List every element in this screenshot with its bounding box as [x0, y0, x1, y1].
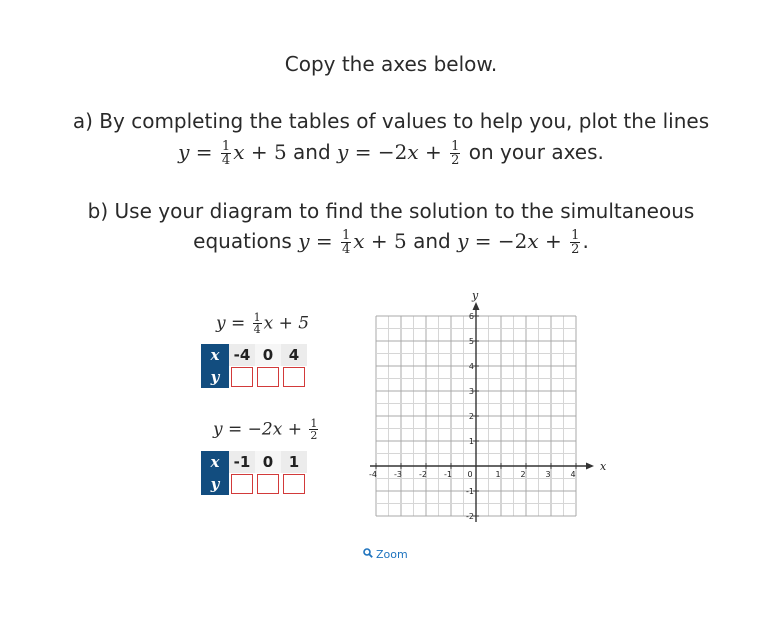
part-b-text: b) Use your diagram to find the solution to the simultaneous	[87, 199, 695, 223]
table1-y-header: y	[201, 366, 229, 388]
part-a-end: on your axes.	[468, 140, 604, 164]
instruction-text: Copy the axes below.	[284, 52, 498, 76]
table1-x-header: x	[201, 344, 229, 366]
x-tick-label: 3	[545, 470, 551, 479]
table2-y-cell[interactable]	[255, 473, 281, 495]
and-word: and	[413, 229, 451, 253]
table1-y-cell[interactable]	[255, 366, 281, 388]
y-tick-label: 1	[468, 437, 474, 446]
table1-y-row	[201, 366, 307, 388]
table1-y-cell[interactable]	[229, 366, 255, 388]
x-tick-label: -2	[419, 470, 427, 479]
table2	[201, 451, 307, 495]
table1-x-cell: -4	[229, 344, 255, 366]
answer-box[interactable]	[231, 474, 253, 494]
x-tick-label: -1	[444, 470, 452, 479]
answer-box[interactable]	[257, 474, 279, 494]
tick-labels	[369, 289, 607, 521]
axis-lines	[370, 302, 594, 522]
table2-x-row	[201, 451, 307, 473]
x-axis-label: x	[600, 460, 607, 473]
y-tick-label: 5	[468, 337, 474, 346]
y-tick-label: 6	[468, 312, 474, 321]
table2-x-cell: 1	[281, 451, 307, 473]
and-word: and	[293, 140, 331, 164]
part-b-start: equations	[193, 229, 292, 253]
table1-equation: y = $\frac{1}{4}$ x + 5	[216, 311, 310, 336]
answer-box[interactable]	[283, 474, 305, 494]
table2-x-header: x	[201, 451, 229, 473]
answer-box[interactable]	[257, 367, 279, 387]
magnifier-icon	[363, 548, 373, 561]
x-tick-label: 2	[520, 470, 526, 479]
table2-y-cell[interactable]	[281, 473, 307, 495]
x-axis-arrow	[586, 463, 594, 470]
part-b-equations: equations y = $\frac{1}{4}$ x + 5 and y = −2x + $\frac{1}{2}$ .	[193, 228, 589, 257]
table2-x-cell: -1	[229, 451, 255, 473]
x-tick-label: -3	[394, 470, 402, 479]
y-tick-label: -2	[466, 512, 474, 521]
y-axis-arrow	[473, 302, 480, 310]
zoom-link[interactable]	[363, 548, 408, 561]
part-a-text: a) By completing the tables of values to help you, plot the lines	[72, 109, 710, 133]
y-tick-label: 4	[468, 362, 474, 371]
answer-box[interactable]	[231, 367, 253, 387]
grid	[376, 316, 576, 516]
table2-y-header: y	[201, 473, 229, 495]
x-tick-label: 0	[467, 470, 473, 479]
x-tick-label: 4	[570, 470, 576, 479]
x-tick-label: -4	[369, 470, 377, 479]
y-tick-label: 2	[468, 412, 474, 421]
table2-x-cell: 0	[255, 451, 281, 473]
table1	[201, 344, 307, 388]
zoom-label: Zoom	[376, 548, 408, 561]
table1-x-cell: 0	[255, 344, 281, 366]
x-tick-label: 1	[495, 470, 501, 479]
table2-y-row	[201, 473, 307, 495]
table1-x-row	[201, 344, 307, 366]
table1-x-cell: 4	[281, 344, 307, 366]
y-tick-label: -1	[466, 487, 474, 496]
answer-box[interactable]	[283, 367, 305, 387]
table2-y-cell[interactable]	[229, 473, 255, 495]
table2-equation: y = −2x + $\frac{1}{2}$	[213, 417, 318, 442]
y-tick-label: 3	[468, 387, 474, 396]
part-a-equations: y = $\frac{1}{4}$ x + 5 and y = −2x + $\frac{1}{2}$ on your axes.	[178, 139, 604, 168]
y-axis-label: y	[472, 289, 479, 302]
table1-y-cell[interactable]	[281, 366, 307, 388]
